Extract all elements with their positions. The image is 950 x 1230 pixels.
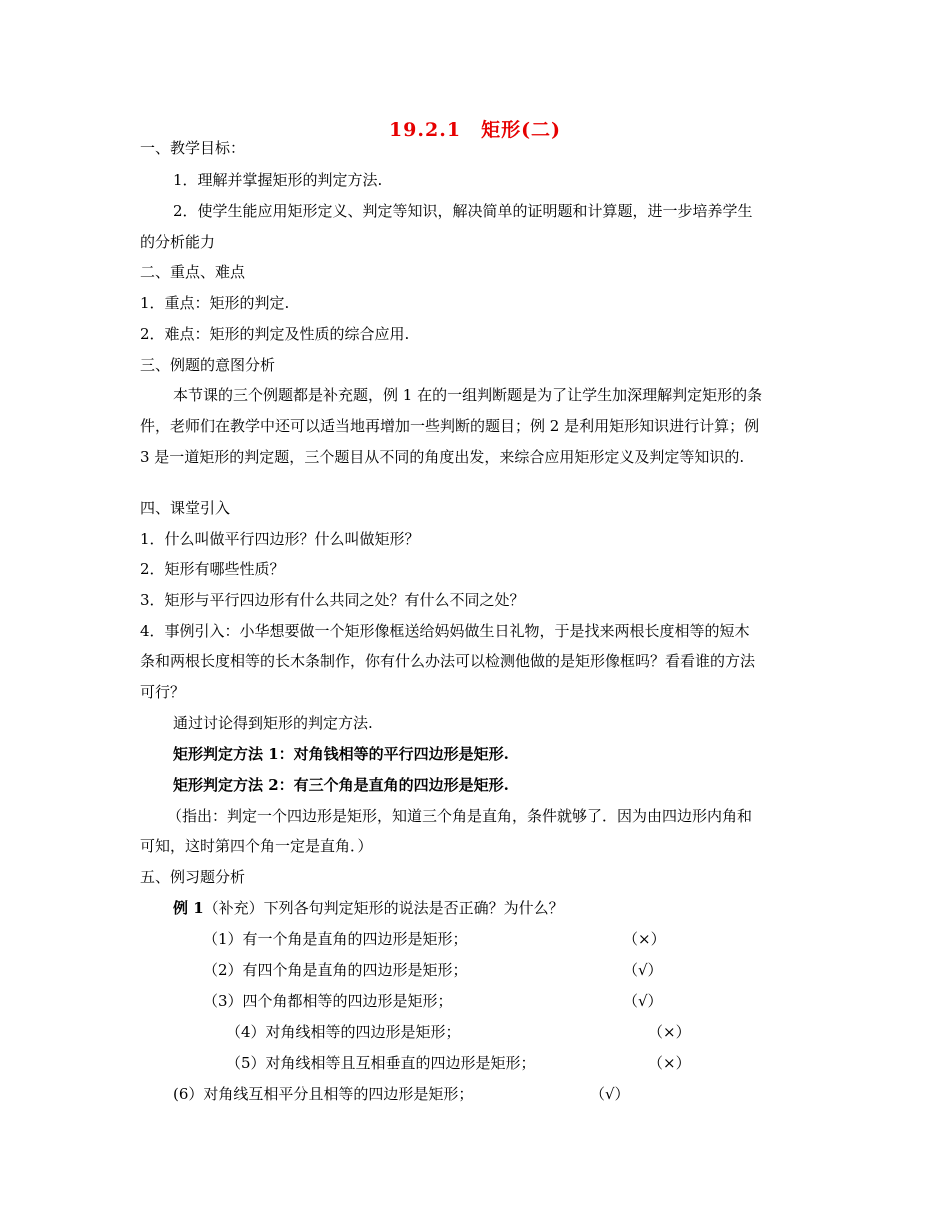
intro-question-4-line-3: 可行？ [140,683,186,701]
analysis-line-1: 本节课的三个例题都是补充题，例 1 在的一组判断题是为了让学生加深理解判定矩形的条 [173,386,763,404]
note-line-2: 可知，这时第四个角一定是直角．） [140,837,373,855]
judgment-item: （2）有四个角是直角的四边形是矩形； [203,961,468,979]
section-3-heading: 三、例题的意图分析 [140,356,276,374]
section-4-heading: 四、课堂引入 [140,499,231,517]
judgment-item: （4）对角线相等的四边形是矩形； [226,1023,461,1041]
judgment-mark: （√） [590,1085,630,1103]
key-point: 1．重点：矩形的判定. [140,294,290,312]
section-2-heading: 二、重点、难点 [140,263,246,281]
analysis-line-3: 3 是一道矩形的判定题，三个题目从不同的角度出发，来综合应用矩形定义及判定等知识的. [140,448,745,466]
judgment-item: （3）四个角都相等的四边形是矩形； [203,992,453,1010]
section-1-heading: 一、教学目标： [140,139,246,157]
intro-question-4-line-2: 条和两根长度相等的长木条制作，你有什么办法可以检测他做的是矩形像框吗？看看谁的方法 [140,652,756,670]
goal-2-line-1: 2．使学生能应用矩形定义、判定等知识，解决简单的证明题和计算题，进一步培养学生 [173,202,753,220]
intro-question-2: 2．矩形有哪些性质？ [140,560,285,578]
method-2: 矩形判定方法 2：有三个角是直角的四边形是矩形. [173,776,509,794]
example-1-prompt [173,898,564,918]
intro-question-4-line-1: 4．事例引入：小华想要做一个矩形像框送给妈妈做生日礼物，于是找来两根长度相等的短木 [140,622,750,640]
page-title: 19.2.1 矩形(二) [388,119,562,141]
judgment-item: (6）对角线互相平分且相等的四边形是矩形； [173,1085,474,1103]
goal-2-line-2: 的分析能力 [140,233,216,251]
judgment-mark: （×） [623,930,666,948]
section-5-heading: 五、例习题分析 [140,868,246,886]
judgment-mark: （×） [648,1054,691,1072]
goal-1: 1．理解并掌握矩形的判定方法. [173,171,383,189]
difficult-point: 2．难点：矩形的判定及性质的综合应用. [140,325,410,343]
analysis-line-2: 件，老师们在教学中还可以适当地再增加一些判断的题目；例 2 是利用矩形知识进行计算；例 [140,417,760,435]
judgment-mark: （√） [623,961,663,979]
discussion-text: 通过讨论得到矩形的判定方法. [173,714,373,732]
example-text: （补充）下列各句判定矩形的说法是否正确？为什么？ [203,899,564,917]
judgment-mark: （×） [648,1023,691,1041]
intro-question-3: 3．矩形与平行四边形有什么共同之处？有什么不同之处？ [140,591,525,609]
judgment-item: （1）有一个角是直角的四边形是矩形； [203,930,468,948]
note-line-1: （指出：判定一个四边形是矩形，知道三个角是直角，条件就够了．因为由四边形内角和 [167,807,753,825]
judgment-item: （5）对角线相等且互相垂直的四边形是矩形； [226,1054,536,1072]
intro-question-1: 1．什么叫做平行四边形？什么叫做矩形？ [140,530,420,548]
judgment-mark: （√） [623,992,663,1010]
method-1: 矩形判定方法 1：对角钱相等的平行四边形是矩形. [173,745,509,763]
example-label: 例 1 [173,899,204,917]
